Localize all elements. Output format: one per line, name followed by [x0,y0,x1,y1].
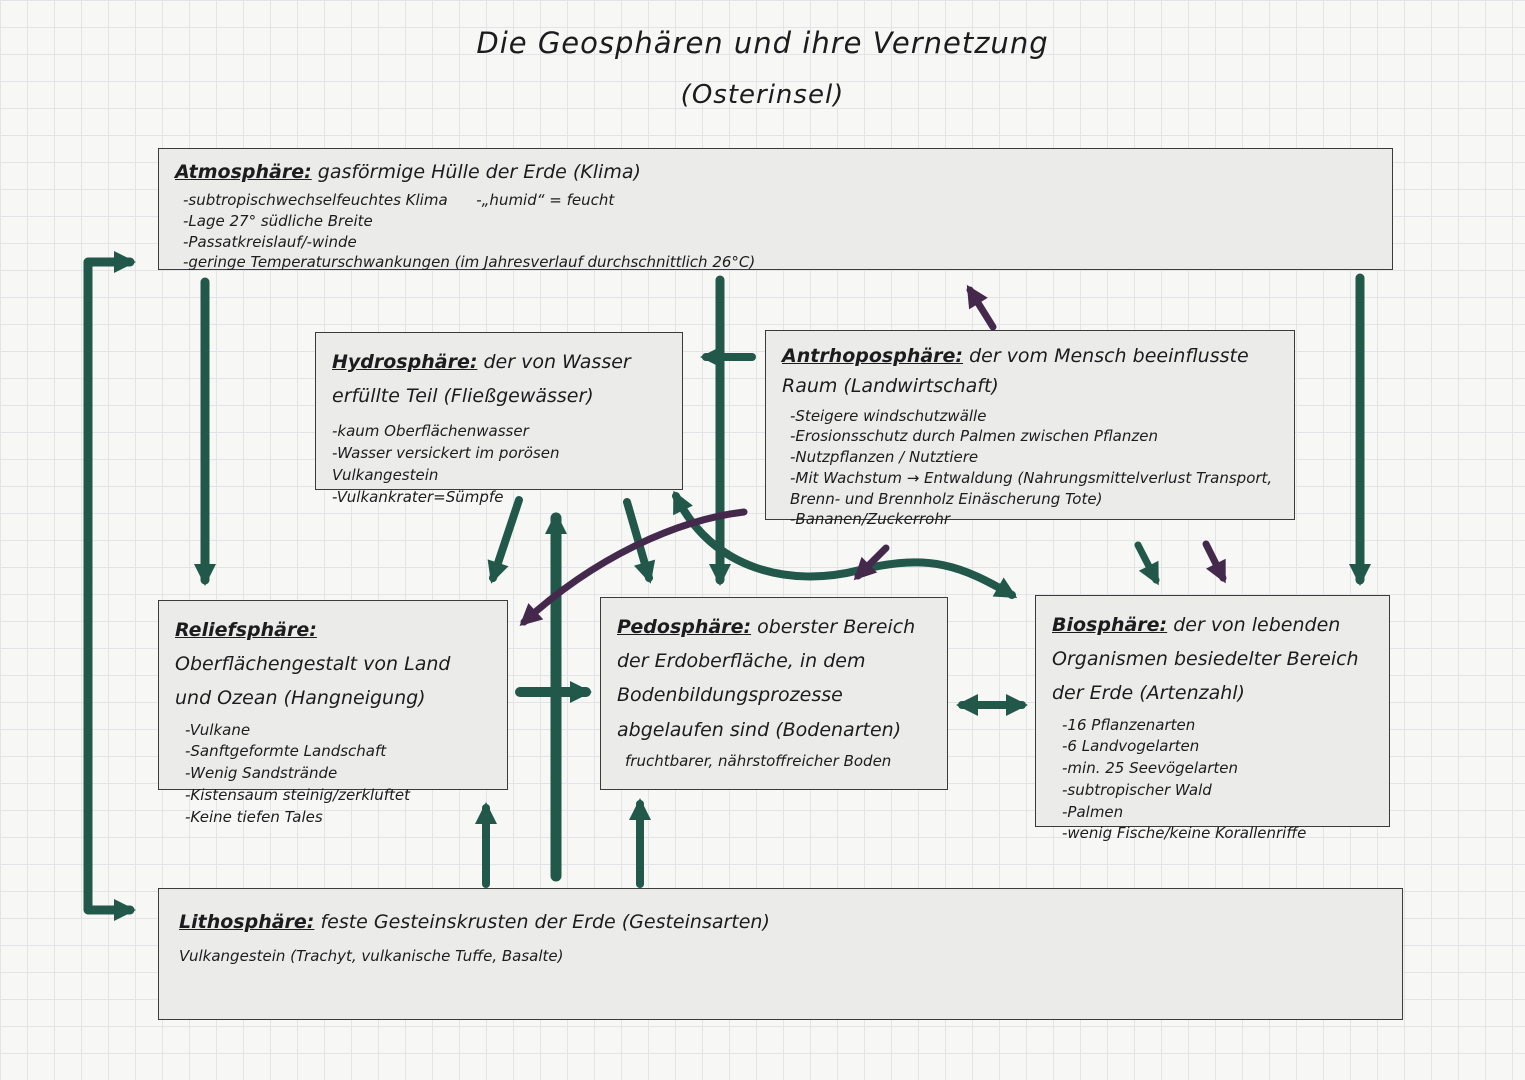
pedosphaere-line: fruchtbarer, nährstoffreicher Boden [625,751,892,770]
biosphaere-definition: der von lebenden Organismen besiedelter Bereich der Erde (Artenzahl) [1052,614,1359,705]
atmosphaere-line: -subtropischwechselfeuchtes Klima -„humid“ = feucht [183,191,615,210]
reliefsphaere-line: -Kistensaum steinig/zerkluftet [185,785,410,804]
reliefsphaere-line: -Vulkane [185,720,251,739]
box-reliefsphaere [158,600,508,826]
hydrosphaere-definition: der von Wasser erfüllte Teil (Fließgewässer) [332,351,631,408]
lithosphaere-definition: feste Gesteinskrusten der Erde (Gesteinsarten) [314,911,770,933]
arrow-anthroposphaere-to-atmosphaere [970,290,993,327]
anthroposphaere-line: -Erosionsschutz durch Palmen zwischen Pflanzen [790,427,1158,446]
box-pedosphaere [600,597,948,790]
box-anthroposphaere [765,330,1295,529]
pedosphaere-definition: oberster Bereich der Erdoberfläche, in dem Bodenbildungsprozesse abgelaufen sind (Bodenarten) [617,616,916,741]
atmosphaere-line: -geringe Temperaturschwankungen (im Jahresverlauf durchschnittlich 26°C) [183,253,756,272]
anthroposphaere-line: Brenn- und Brennholz Einäscherung Tote) [790,489,1103,508]
hydrosphaere-term: Hydrosphäre: [332,351,478,373]
box-biosphaere [1035,595,1390,843]
arrow-anthroposphaere-to-biosphaere-purple [1206,544,1223,578]
reliefsphaere-line: -Keine tiefen Tales [185,807,323,826]
box-hydrosphaere [315,332,683,506]
lithosphaere-term: Lithosphäre: [179,911,315,933]
hydrosphaere-line: -Wasser versickert im porösen Vulkangestein [332,444,565,484]
atmosphaere-line: -Passatkreislauf/-winde [183,232,357,251]
anthroposphaere-term: Antrhoposphäre: [782,345,964,367]
arrow-anthroposphaere-to-pedosphaere [858,548,886,576]
reliefsphaere-line: -Sanftgeformte Landschaft [185,742,387,761]
reliefsphaere-definition: Oberflächengestalt von Land und Ozean (Hangneigung) [175,653,451,710]
anthroposphaere-definition: der vom Mensch beeinflusste Raum (Landwirtschaft) [782,345,1249,398]
reliefsphaere-line: -Wenig Sandstrände [185,764,338,783]
atmosphaere-line: -Lage 27° südliche Breite [183,212,373,231]
pedosphaere-term: Pedosphäre: [617,616,752,638]
biosphaere-line: -6 Landvogelarten [1062,737,1200,756]
page-subtitle: (Osterinsel) [680,80,845,110]
anthroposphaere-line: -Mit Wachstum → Entwaldung (Nahrungsmittelverlust Transport, [790,468,1273,487]
biosphaere-line: -subtropischer Wald [1062,780,1212,799]
anthroposphaere-line: -Steigere windschutzwälle [790,406,987,425]
page-title: Die Geosphären und ihre Vernetzung [476,26,1049,60]
lithosphaere-line: Vulkangestein (Trachyt, vulkanische Tuffe, Basalte) [179,947,564,966]
biosphaere-term: Biosphäre: [1052,614,1168,636]
arrow-anthroposphaere-to-biosphaere-green [1138,545,1156,580]
anthroposphaere-line: -Nutzpflanzen / Nutztiere [790,448,979,467]
atmosphaere-definition: gasförmige Hülle der Erde (Klima) [311,161,641,183]
hydrosphaere-line: -Vulkankrater=Sümpfe [332,487,504,506]
box-atmosphaere [158,148,1393,270]
box-lithosphaere [158,888,1403,1020]
arrow-hydrosphaere-to-pedosphaere [627,502,649,578]
biosphaere-line: -Palmen [1062,802,1124,821]
reliefsphaere-term: Reliefsphäre: [175,619,317,641]
biosphaere-line: -wenig Fische/keine Korallenriffe [1062,824,1307,843]
anthroposphaere-line: -Bananen/Zuckerrohr [790,510,951,529]
biosphaere-line: -min. 25 Seevögelarten [1062,759,1239,778]
atmosphaere-term: Atmosphäre: [175,161,312,183]
arrow-lithosphaere-atmosphaere-down [88,580,130,910]
biosphaere-line: -16 Pflanzenarten [1062,715,1196,734]
hydrosphaere-line: -kaum Oberflächenwasser [332,422,529,441]
arrow-hydrosphaere-to-reliefsphaere [493,500,519,578]
arrow-lithosphaere-atmosphaere-up [88,262,130,580]
